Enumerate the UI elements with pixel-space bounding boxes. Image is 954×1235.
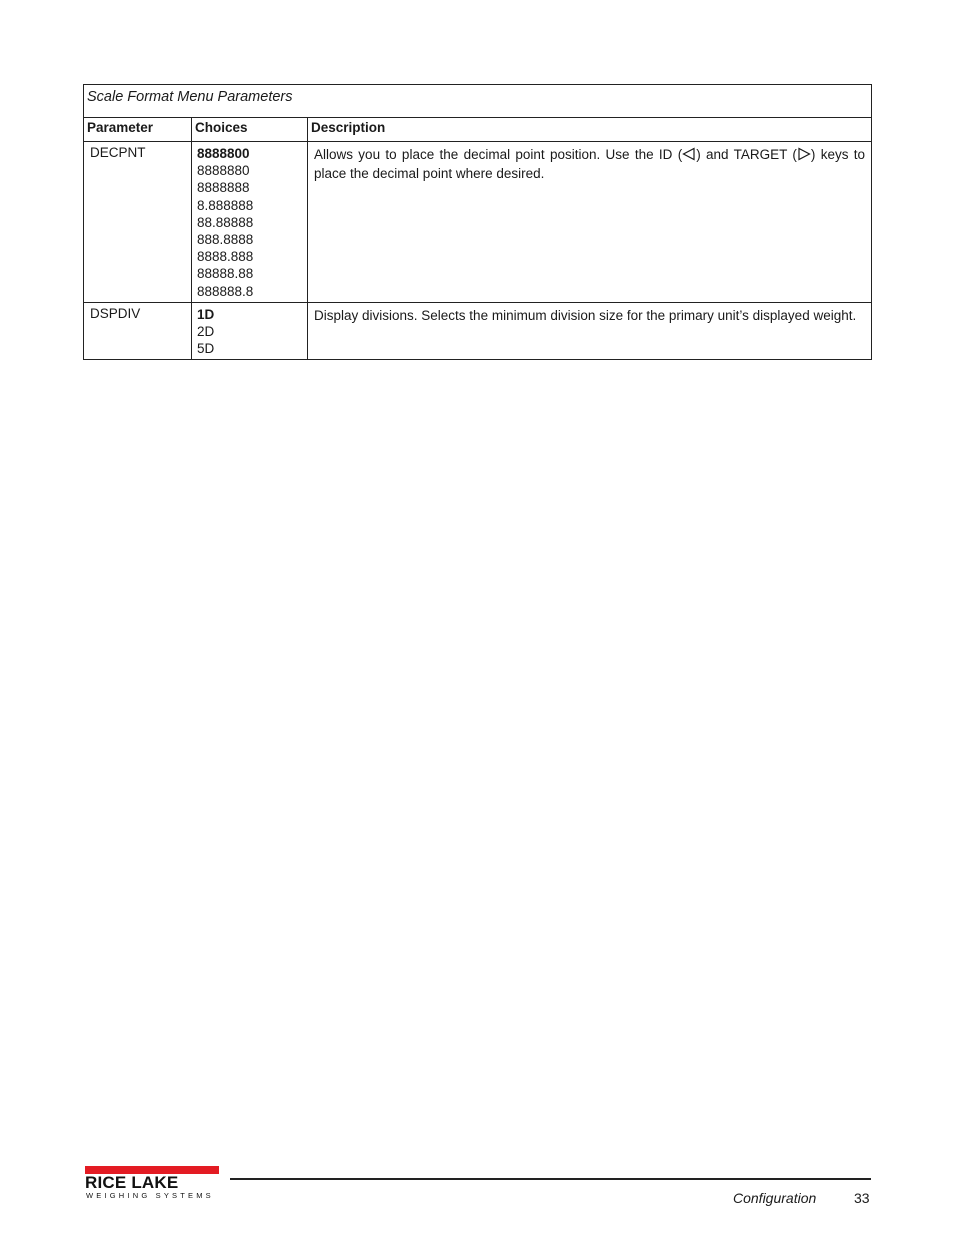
choice-item: 88888.88 xyxy=(197,266,254,282)
header-parameter: Parameter xyxy=(84,118,192,142)
choice-item: 88.88888 xyxy=(197,214,254,230)
header-description: Description xyxy=(308,118,872,142)
description-cell: Display divisions. Selects the minimum division size for the primary unit’s displayed weight. xyxy=(308,302,872,360)
choice-item: 888.8888 xyxy=(197,232,254,248)
choice-item: 8.888888 xyxy=(197,197,254,213)
default-choice: 8888800 xyxy=(197,146,250,161)
description-text: ) keys to place the decimal point where desired. xyxy=(314,147,866,181)
table-header-row xyxy=(84,118,872,142)
choice-item: 8888.888 xyxy=(197,249,254,265)
right-arrow-key-icon xyxy=(797,147,811,165)
table-caption: Scale Format Menu Parameters xyxy=(84,85,872,118)
footer-divider xyxy=(230,1178,871,1180)
description-text: Allows you to place the decimal point position. Use the ID ( xyxy=(314,147,683,162)
header-choices: Choices xyxy=(192,118,308,142)
scale-format-parameters-table xyxy=(83,84,872,360)
logo-tagline: WEIGHING SYSTEMS xyxy=(86,1191,214,1200)
table-row xyxy=(84,142,872,303)
choice-item: 8888888 xyxy=(197,180,250,196)
page-number: 33 xyxy=(854,1190,870,1206)
description-cell xyxy=(308,142,872,303)
choices-cell xyxy=(192,302,308,360)
logo-wordmark: RICE LAKE xyxy=(85,1173,179,1192)
description-text: ) and TARGET ( xyxy=(696,147,797,162)
parameter-cell: DSPDIV xyxy=(84,302,192,360)
choice-item: 8888880 xyxy=(197,163,250,179)
choice-item: 888888.8 xyxy=(197,283,254,299)
footer-section-title: Configuration xyxy=(733,1190,817,1206)
default-choice: 1D xyxy=(197,306,215,322)
choices-cell xyxy=(192,142,308,303)
parameter-cell: DECPNT xyxy=(84,142,192,303)
left-arrow-key-icon xyxy=(682,147,696,165)
table-row xyxy=(84,302,872,360)
table-caption-row xyxy=(84,85,872,118)
choice-item: 5D xyxy=(197,341,215,357)
rice-lake-logo xyxy=(85,1166,221,1200)
choice-item: 2D xyxy=(197,324,215,340)
